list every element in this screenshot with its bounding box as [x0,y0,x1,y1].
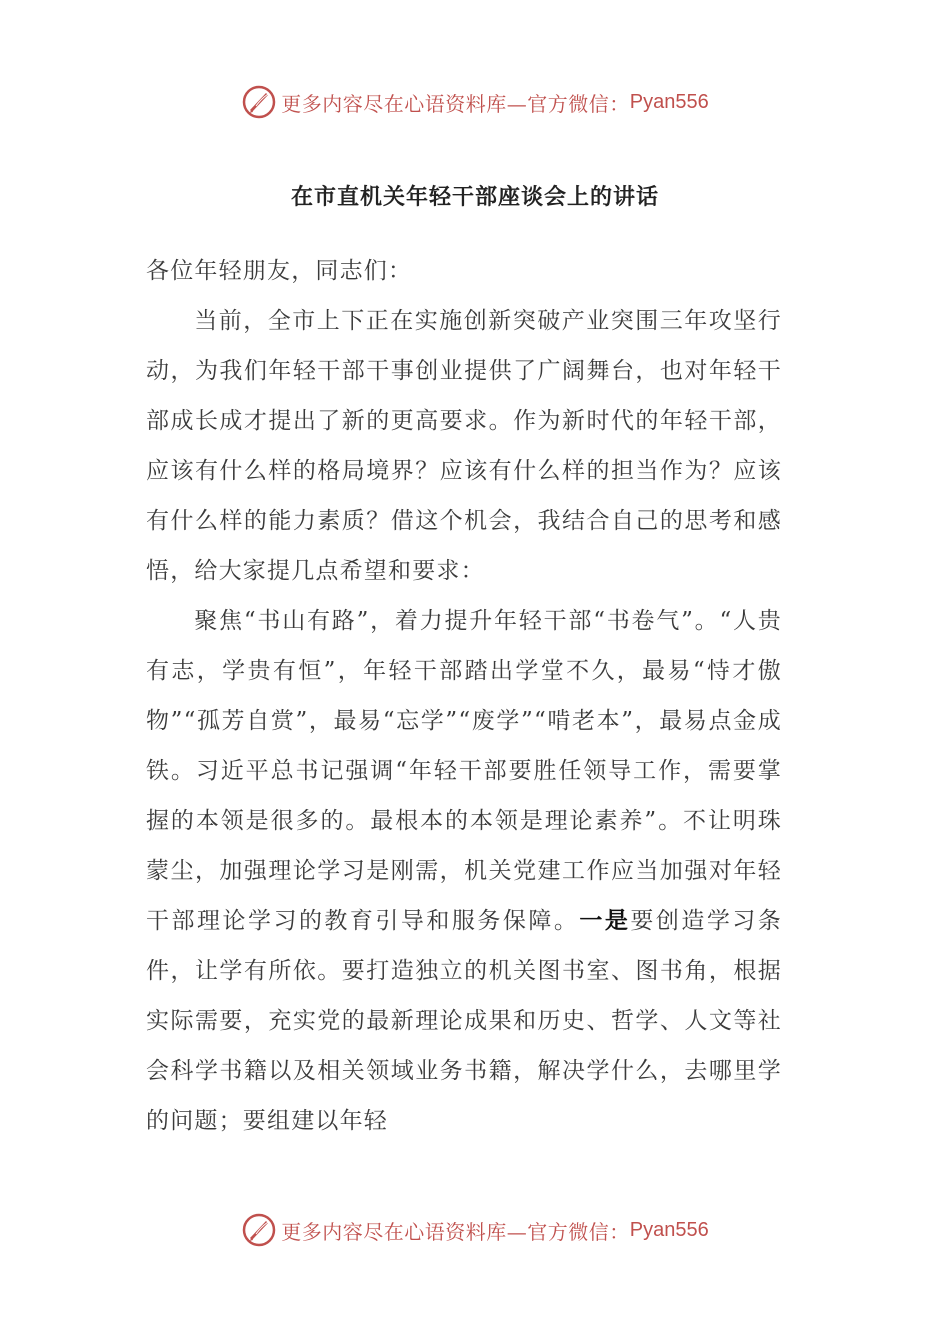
salutation: 各位年轻朋友，同志们： [146,258,413,284]
quill-logo-icon [241,84,277,120]
banner-text: 更多内容尽在心语资料库—官方微信： [281,91,630,116]
paragraph-study-continued: 要创造学习条件，让学有所依。要打造独立的机关图书室、图书角，根据实际需要，充实党的最新理论成果和历史、哲学、人文等社会科学书籍以及相关领域业务书籍，解决学什么，去哪里学的问题；要组建以年轻 [146,908,782,1134]
document-body [146,246,782,1146]
document-title: 在市直机关年轻干部座谈会上的讲话 [290,184,659,210]
banner-text: 更多内容尽在心语资料库—官方微信： [281,1219,630,1244]
paragraph-study-text: 聚焦“书山有路”，着力提升年轻干部“书卷气”。“人贵有志，学贵有恒”，年轻干部踏出学堂不久，最易“恃才傲物”“孤芳自赏”，最易“忘学”“废学”“啃老本”，最易点金成铁。习近平总书记强调“年轻干部要胜任领导工作，需要掌握的本领是很多的。最根本的本领是理论素养”。不让明珠蒙尘，加强理论学习是刚需，机关党建工作应当加强对年轻干部理论学习的教育引导和服务保障。 [146,608,782,934]
paragraph-study [146,596,782,1146]
paragraph-intro: 当前，全市上下正在实施创新突破产业突围三年攻坚行动，为我们年轻干部干事创业提供了广阔舞台，也对年轻干部成长成才提出了新的更高要求。作为新时代的年轻干部，应该有什么样的格局境界？应该有什么样的担当作为？应该有什么样的能力素质？借这个机会，我结合自己的思考和感悟，给大家提几点希望和要求： [146,308,782,584]
banner-wechat-id: Pyan556 [629,90,709,113]
banner-wechat-id: Pyan556 [629,1218,709,1241]
quill-logo-icon [241,1212,277,1248]
point-one-marker: 一是 [579,907,631,934]
header-watermark-banner [0,80,950,124]
footer-watermark-banner [0,1208,950,1252]
